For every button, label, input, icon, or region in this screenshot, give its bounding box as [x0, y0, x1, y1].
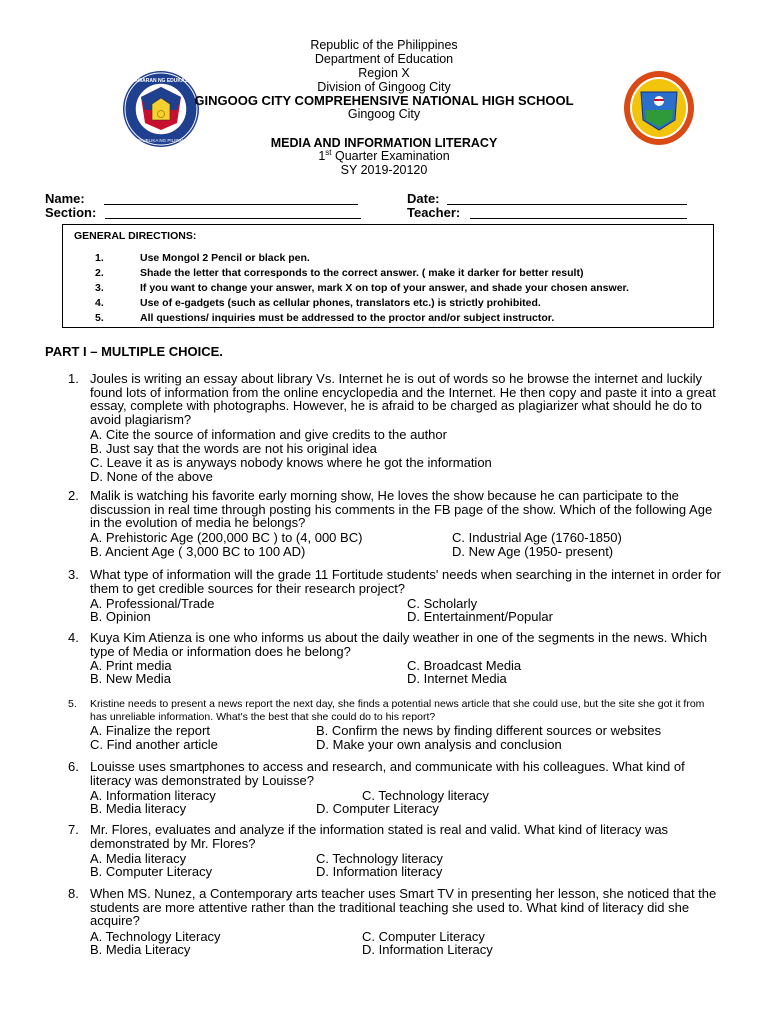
exam-quarter: 1st Quarter Examination: [318, 147, 450, 163]
option[interactable]: C. Technology literacy: [362, 788, 489, 803]
question-text: What type of information will the grade 11 Fortitude students' needs when searching in the internet in order for them to get credible sources for their research project?: [90, 567, 721, 596]
option[interactable]: D. Information Literacy: [362, 942, 493, 957]
teacher-field[interactable]: [470, 207, 687, 219]
question-text: When MS. Nunez, a Contemporary arts teacher uses Smart TV in presenting her lesson, she noticed that the students are more attentive rather than the traditional teaching she used to. What kind of literacy did she acquire?: [90, 886, 717, 928]
option[interactable]: C. Industrial Age (1760-1850): [452, 530, 622, 545]
question-number: 2.: [68, 488, 79, 503]
name-field[interactable]: [104, 193, 358, 205]
header-department: Department of Education: [314, 52, 454, 66]
option[interactable]: D. Computer Literacy: [316, 801, 439, 816]
section-field[interactable]: [105, 207, 361, 219]
option[interactable]: A. Finalize the report: [90, 723, 210, 738]
question-number: 8.: [68, 886, 79, 901]
option[interactable]: B. Media literacy: [90, 801, 187, 816]
question-number: 7.: [68, 822, 79, 837]
option[interactable]: C. Computer Literacy: [362, 929, 485, 944]
header-division: Division of Gingoog City: [317, 80, 451, 94]
header-region: Region X: [358, 66, 410, 80]
header-city: Gingoog City: [347, 107, 421, 121]
option[interactable]: C. Find another article: [90, 737, 218, 752]
option[interactable]: D. Make your own analysis and conclusion: [316, 737, 562, 752]
part-title: PART I – MULTIPLE CHOICE.: [45, 344, 223, 359]
general-directions-box: [62, 224, 714, 328]
question-number: 1.: [68, 371, 79, 386]
header-republic: Republic of the Philippines: [310, 38, 458, 52]
exam-subject: MEDIA AND INFORMATION LITERACY: [270, 136, 498, 150]
option[interactable]: C. Scholarly: [407, 596, 478, 611]
option[interactable]: A. Cite the source of information and give credits to the author: [90, 427, 447, 442]
option[interactable]: B. Just say that the words are not his original idea: [90, 441, 377, 456]
svg-text:REPUBLIKA NG PILIPINAS: REPUBLIKA NG PILIPINAS: [133, 138, 189, 143]
option[interactable]: A. Professional/Trade: [90, 596, 215, 611]
school-name: GINGOOG CITY COMPREHENSIVE NATIONAL HIGH SCHOOL: [194, 93, 574, 108]
date-label: Date:: [407, 191, 440, 206]
question-text: Louisse uses smartphones to access and research, and communicate with his colleagues. What kind of literacy was demonstrated by Louisse?: [90, 759, 685, 788]
direction-item: 1. Use Mongol 2 Pencil or black pen.: [95, 252, 310, 264]
direction-item: 4. Use of e-gadgets (such as cellular phones, translators etc.) is strictly prohibited.: [95, 297, 541, 309]
section-label: Section:: [45, 205, 97, 220]
question-text: Malik is watching his favorite early morning show, He loves the show because he can participate to the discussion in real time through posting his comments in the FB page of the show. Which of the following Age in the evolution of media he belongs?: [90, 488, 713, 530]
option[interactable]: B. Media Literacy: [90, 942, 191, 957]
direction-item: 2. Shade the letter that corresponds to the correct answer. ( make it darker for better result): [95, 267, 584, 279]
option[interactable]: B. Opinion: [90, 609, 151, 624]
school-year: SY 2019-20120: [340, 163, 428, 177]
option[interactable]: C. Broadcast Media: [407, 658, 522, 673]
direction-item: 3. If you want to change your answer, mark X on top of your answer, and shade your chosen answer.: [95, 282, 629, 294]
question-text: Joules is writing an essay about library Vs. Internet he is out of words so he browse the internet and luckily found lots of information from the online encyclopedia and the Internet. He then copy and paste it into a great essay, complete with photographs. However, he is afraid to be charged as plagiarizer what should he do to avoid plagiarism?: [90, 371, 716, 427]
option[interactable]: A. Technology Literacy: [90, 929, 221, 944]
option[interactable]: A. Print media: [90, 658, 172, 673]
date-field[interactable]: [447, 193, 687, 205]
option[interactable]: C. Leave it as is anyways nobody knows where he got the information: [90, 455, 492, 470]
question-number: 3.: [68, 567, 79, 582]
question-number: 5.: [68, 698, 77, 710]
option[interactable]: D. New Age (1950- present): [452, 544, 614, 559]
option[interactable]: A. Prehistoric Age (200,000 BC ) to (4, 000 BC): [90, 530, 363, 545]
question-number: 4.: [68, 630, 79, 645]
option[interactable]: D. None of the above: [90, 469, 213, 484]
question-number: 6.: [68, 759, 79, 774]
question-text: Mr. Flores, evaluates and analyze if the information stated is real and valid. What kind of literacy was demonstrated by Mr. Flores?: [90, 822, 669, 851]
option[interactable]: B. Ancient Age ( 3,000 BC to 100 AD): [90, 544, 306, 559]
option[interactable]: B. Confirm the news by finding different sources or websites: [316, 723, 662, 738]
direction-item: 5. All questions/ inquiries must be addressed to the proctor and/or subject instructor.: [95, 312, 555, 324]
question-text: Kristine needs to present a news report the next day, she finds a potential news article that she could use, but the site she got it from has unreliable information. What's the best that she could do to his report?: [90, 698, 705, 723]
svg-text:KAGAWARAN NG EDUKASYON: KAGAWARAN NG EDUKASYON: [123, 78, 199, 84]
question-text: Kuya Kim Atienza is one who informs us about the daily weather in one of the segments in the news. Which type of Media or information does he belong?: [90, 630, 708, 659]
option[interactable]: A. Media literacy: [90, 851, 187, 866]
option[interactable]: B. New Media: [90, 671, 171, 686]
teacher-label: Teacher:: [407, 205, 461, 220]
option[interactable]: B. Computer Literacy: [90, 864, 213, 879]
option[interactable]: D. Internet Media: [407, 671, 507, 686]
name-label: Name:: [45, 191, 85, 206]
option[interactable]: D. Information literacy: [316, 864, 443, 879]
directions-title: GENERAL DIRECTIONS:: [74, 230, 197, 242]
option[interactable]: D. Entertainment/Popular: [407, 609, 553, 624]
option[interactable]: A. Information literacy: [90, 788, 216, 803]
option[interactable]: C. Technology literacy: [316, 851, 443, 866]
